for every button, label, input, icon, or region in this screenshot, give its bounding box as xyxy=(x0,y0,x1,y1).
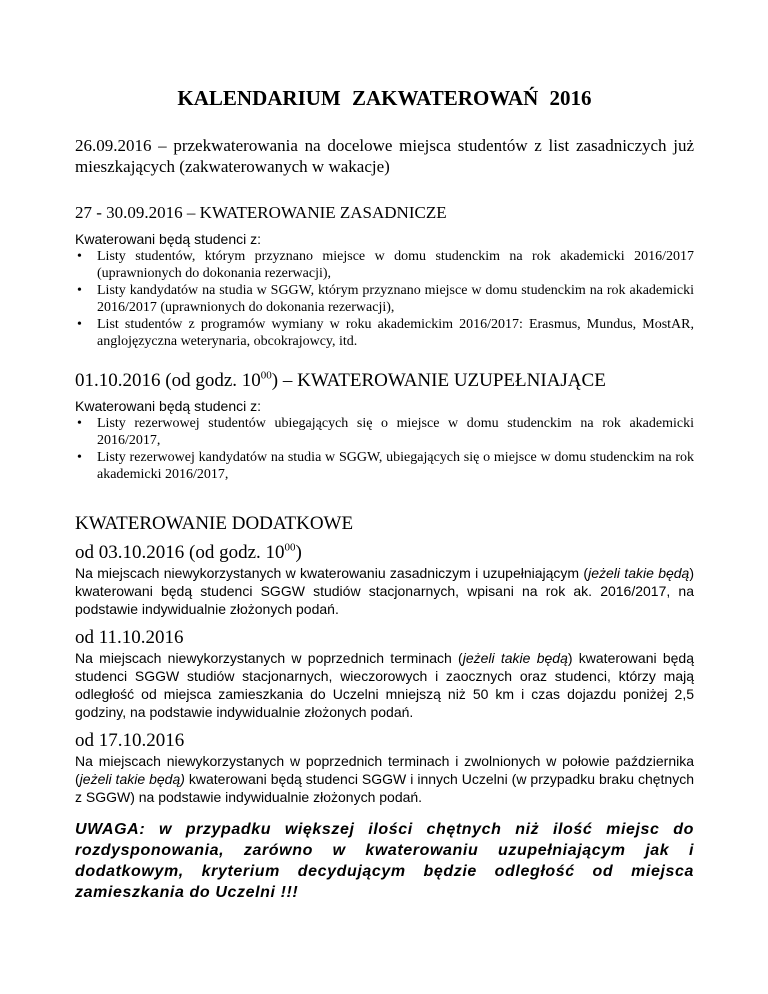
subsection-text: Na miejscach niewykorzystanych w poprzednich terminach i zwolnionych w połowie października (jeżeli takie będą) kwaterowani będą studenci SGGW i innych Uczelni (w przypadku braku chętnych z SGGW) na podstawie indywidualnie złożonych podań. xyxy=(75,753,695,805)
subsection-heading: od 11.10.2016 xyxy=(75,627,184,648)
section-kwaterowanie-uzupelniajace xyxy=(75,369,694,483)
bullet-icon: • xyxy=(77,283,82,298)
bullet-list xyxy=(75,415,694,483)
bullet-icon: • xyxy=(77,450,82,465)
bullet-icon: • xyxy=(77,416,82,431)
list-item: • Listy rezerwowej studentów ubiegających się o miejsce w domu studenckim na rok akademicki 2016/2017, xyxy=(77,416,694,448)
section-heading: KWATEROWANIE DODATKOWE xyxy=(75,513,354,534)
section-heading: 01.10.2016 (od godz. $10^{00}$) – KWATEROWANIE UZUPEŁNIAJĄCE xyxy=(75,369,606,391)
subsection-heading: od 03.10.2016 (od godz. $10^{00}$) xyxy=(75,541,302,563)
page-title: KALENDARIUM ZAKWATEROWAŃ 2016 xyxy=(177,86,592,110)
list-item: • Listy studentów, którym przyznano miejsce w domu studenckim na rok akademicki 2016/2017 (uprawnionych do dokonania rezerwacji), xyxy=(77,249,694,281)
section-intro: Kwaterowani będą studenci z: xyxy=(75,231,261,247)
subsection-17-10 xyxy=(75,729,694,806)
subsection-text: Na miejscach niewykorzystanych w poprzednich terminach (jeżeli takie będą) kwaterowani będą studenci SGGW studiów stacjonarnych, wieczorowych i zaocznych oraz studenci, którzy mają odległość od miejsca zamieszkania do Uczelni mniejszą niż 50 km i czas dojazdu poniżej 2,5 godziny, na podstawie indywidualnie złożonych podań. xyxy=(75,650,694,720)
subsection-heading: od 17.10.2016 xyxy=(75,730,185,751)
bullet-list xyxy=(75,248,694,350)
bullet-icon: • xyxy=(77,249,82,264)
subsection-11-10 xyxy=(75,626,694,721)
list-item: • List studentów z programów wymiany w roku akademickim 2016/2017: Erasmus, Mundus, MostAR, anglojęzyczna weterynaria, obcokrajowcy, itd. xyxy=(77,317,694,349)
list-item: • Listy rezerwowej kandydatów na studia w SGGW, ubiegających się o miejsce w domu studenckim na rok akademicki 2016/2017, xyxy=(77,450,694,482)
warning-note: UWAGA: w przypadku większej ilości chętnych niż ilość miejsc do rozdysponowania, zarówno w kwaterowaniu uzupełniającym jak i dodatkowym, kryterium decydującym będzie odległość od miejsca zamieszkania do Uczelni !!! xyxy=(75,821,694,901)
list-item: • Listy kandydatów na studia w SGGW, którym przyznano miejsce w domu studenckim na rok akademicki 2016/2017 (uprawnionych do dokonania rezerwacji), xyxy=(77,283,694,315)
bullet-icon: • xyxy=(77,317,82,332)
section-heading: 27 - 30.09.2016 – KWATEROWANIE ZASADNICZE xyxy=(75,203,447,222)
section-kwaterowanie-zasadnicze xyxy=(75,202,694,350)
subsection-text: Na miejscach niewykorzystanych w kwaterowaniu zasadniczym i uzupełniającym (jeżeli takie będą) kwaterowani będą studenci SGGW studiów stacjonarnych, wpisani na rok ak. 2016/2017, na podstawie indywidualnie złożonych podań. xyxy=(75,565,695,617)
section-intro: Kwaterowani będą studenci z: xyxy=(75,398,261,414)
section-rekwaterowanie-text: 26.09.2016 – przekwaterowania na docelowe miejsca studentów z list zasadniczych już mieszkających (zakwaterowanych w wakacje) xyxy=(75,136,694,176)
section-kwaterowanie-dodatkowe xyxy=(75,512,694,806)
subsection-03-10 xyxy=(75,541,694,618)
